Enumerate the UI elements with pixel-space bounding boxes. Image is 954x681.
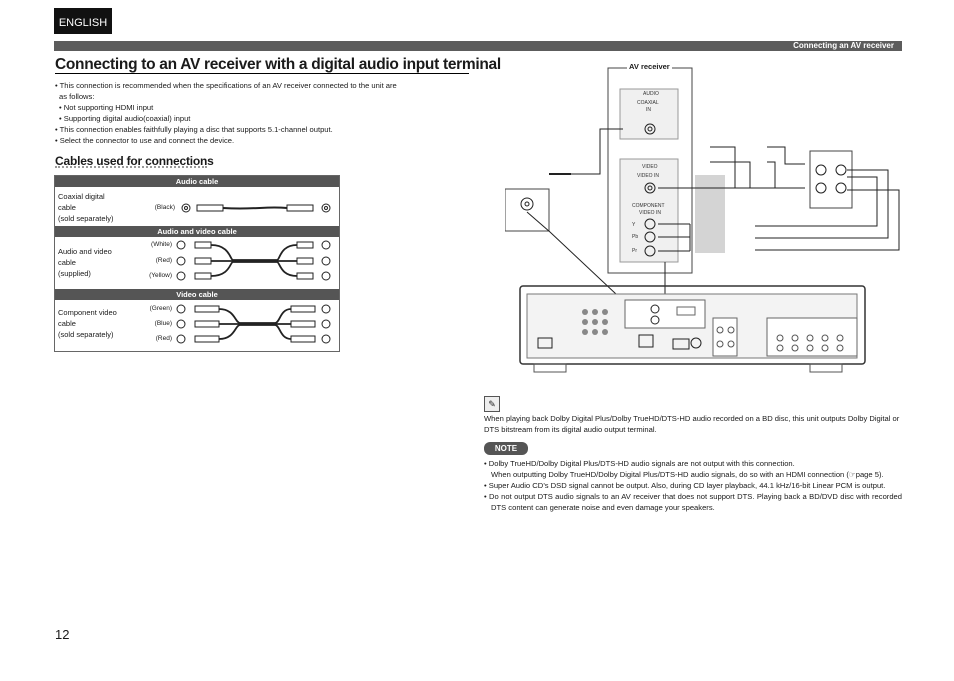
- note-item-1: • Dolby TrueHD/Dolby Digital Plus/DTS-HD audio signals are not output with this connection.: [484, 459, 795, 468]
- comp-color-red: (Red): [155, 335, 172, 342]
- comp-color-green: (Green): [149, 305, 172, 312]
- note-badge: NOTE: [484, 442, 528, 455]
- av-name-line2: cable: [58, 258, 76, 267]
- comp-color-blue: (Blue): [154, 320, 172, 327]
- note-item-1-cont: When outputting Dolby TrueHD/Dolby Digital Plus/DTS-HD audio signals, do so with an HDMI connection (☞page 5).: [491, 470, 884, 479]
- note-item-3: • Do not output DTS audio signals to an AV receiver that does not support DTS. Playing back a BD/DVD disc with recorded DTS content can generate noise and even damage your speakers.: [484, 492, 902, 512]
- coaxial-in-label: IN: [646, 107, 651, 113]
- section-bar: [54, 41, 902, 51]
- language-tab: ENGLISH: [54, 8, 112, 34]
- intro-sub-1: • Not supporting HDMI input: [59, 103, 154, 112]
- av-color-yellow: (Yellow): [149, 272, 172, 279]
- coax-name-line2: cable: [58, 203, 76, 212]
- intro-sub-2: • Supporting digital audio(coaxial) input: [59, 114, 191, 123]
- pencil-icon: ✎: [484, 396, 500, 412]
- diagram-art: [505, 62, 903, 377]
- y-label: Y: [632, 222, 636, 228]
- note-item-2: • Super Audio CD’s DSD signal cannot be output. Also, during CD layer playback, 44.1 kHz/16-bit Linear PCM is output.: [484, 481, 886, 490]
- pr-label: Pr: [632, 248, 637, 254]
- tip-text: When playing back Dolby Digital Plus/Dolby TrueHD/DTS-HD audio recorded on a BD disc, this unit outputs Dolby Digital or DTS bitstream from its digital audio output terminal.: [484, 414, 900, 434]
- intro-bullet-1-cont: as follows:: [59, 92, 95, 101]
- cable-illustrations: [55, 176, 339, 351]
- comp-name-line3: (sold separately): [58, 330, 114, 339]
- av-color-red: (Red): [155, 257, 172, 264]
- component-label: COMPONENT: [632, 203, 665, 209]
- intro-list: [55, 80, 470, 146]
- section-bar-label: Connecting an AV receiver: [793, 41, 894, 50]
- page-number: 12: [55, 627, 70, 642]
- cables-heading-underline: [55, 166, 207, 171]
- intro-bullet-3: • Select the connector to use and connect the device.: [55, 136, 235, 145]
- pb-label: Pb: [632, 234, 639, 240]
- coaxial-label: COAXIAL: [637, 100, 659, 106]
- audio-cable-header: Audio cable: [55, 176, 339, 187]
- component-video-in-label: VIDEO IN: [639, 210, 661, 216]
- comp-name-line2: cable: [58, 319, 76, 328]
- av-color-white: (White): [151, 241, 172, 248]
- note-list: [484, 458, 902, 513]
- title-rule: [55, 73, 469, 74]
- video-cable-header: Video cable: [55, 289, 339, 300]
- intro-bullet-1: • This connection is recommended when the specifications of an AV receiver connected to the unit are: [55, 81, 397, 90]
- comp-name-line1: Component video: [58, 308, 117, 317]
- av-receiver-label: AV receiver: [629, 62, 670, 71]
- av-cable-header: Audio and video cable: [55, 226, 339, 237]
- coax-name-line1: Coaxial digital: [58, 192, 105, 201]
- video-label: VIDEO: [642, 164, 658, 170]
- cables-table: [54, 175, 340, 352]
- video-in-label: VIDEO IN: [637, 173, 659, 179]
- cables-heading: Cables used for connections: [55, 154, 214, 168]
- coax-name-line3: (sold separately): [58, 214, 114, 223]
- coax-color: (Black): [154, 204, 175, 211]
- av-name-line1: Audio and video: [58, 247, 112, 256]
- av-name-line3: (supplied): [58, 269, 91, 278]
- connection-diagram: [505, 62, 903, 377]
- audio-label: AUDIO: [643, 91, 659, 97]
- intro-bullet-2: • This connection enables faithfully playing a disc that supports 5.1-channel output.: [55, 125, 333, 134]
- page-title: Connecting to an AV receiver with a digital audio input terminal: [55, 56, 501, 73]
